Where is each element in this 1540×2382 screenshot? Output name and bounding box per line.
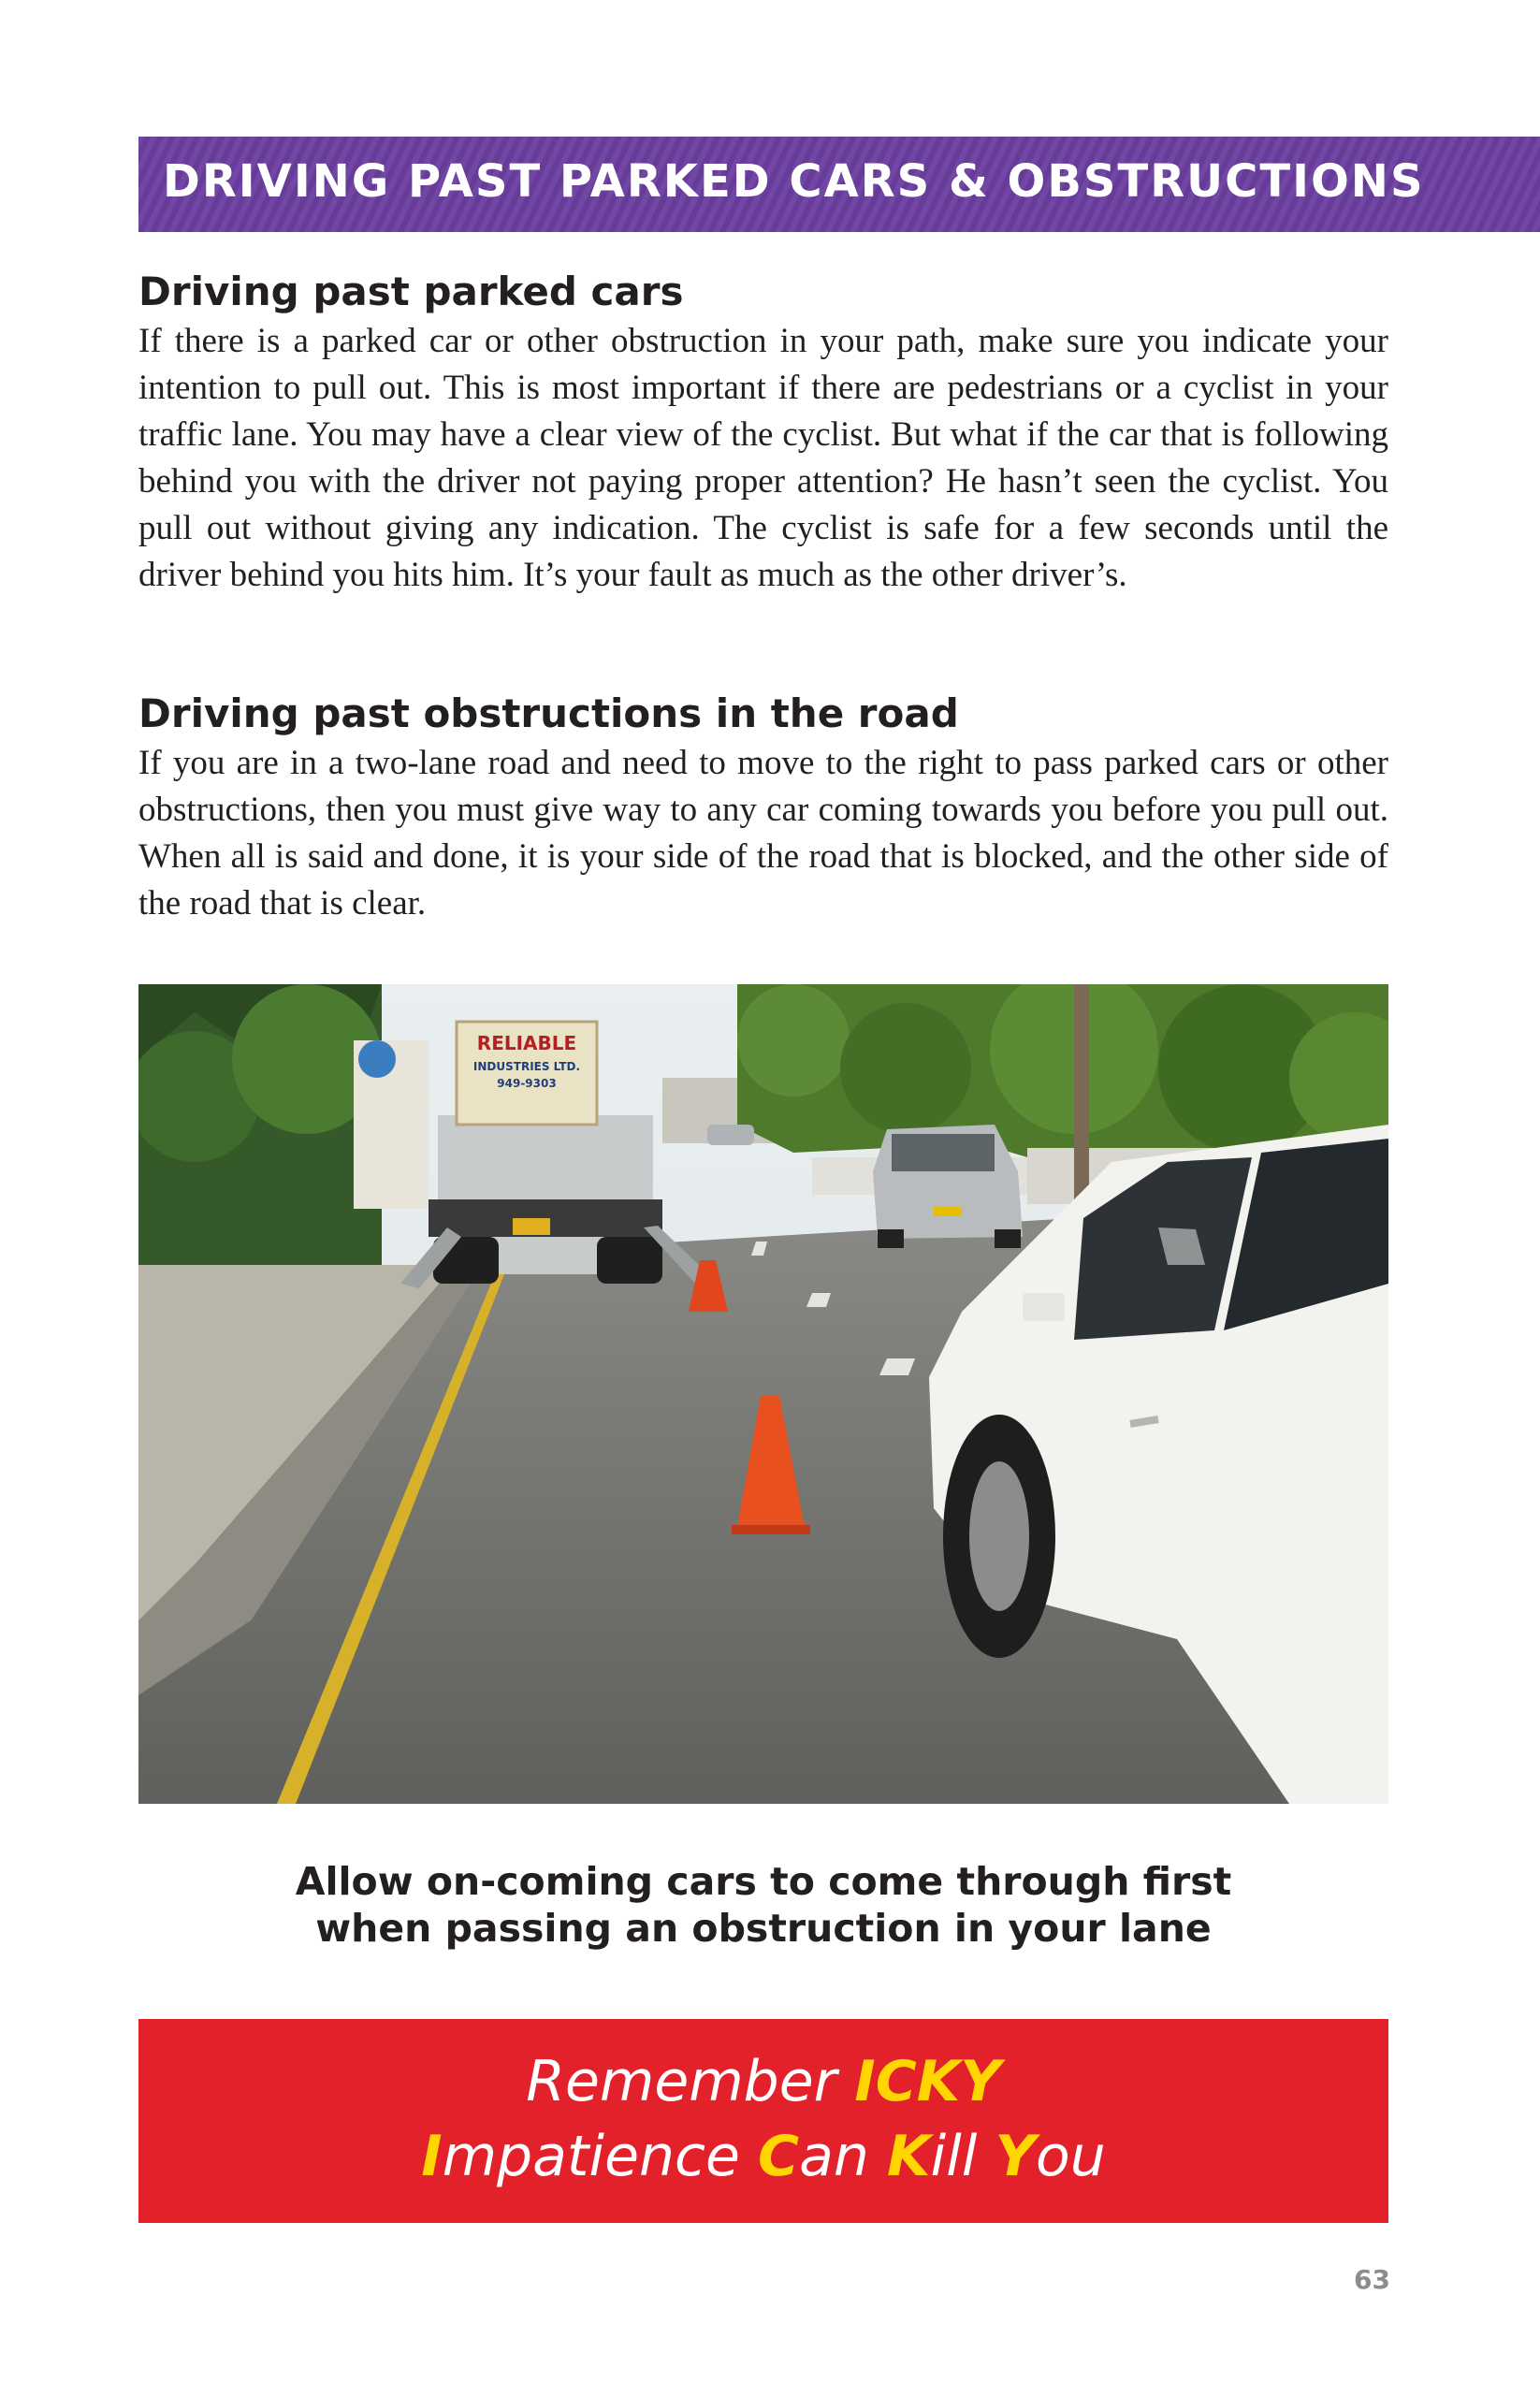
truck-sign-text-3: 949-9303 — [497, 1077, 557, 1090]
section-body: If there is a parked car or other obstruction in your path, make sure you indicate your intention to pull out. This is most important if there are pedestrians or a cyclist in your traffic lane. You may have a clear view of the cyclist. But what if the car that is following behind you with the driver not paying proper attention? He hasn’t seen the cyclist. You pull out without giving any indication. The cyclist is safe for a few seconds until the driver behind you hits him. It’s your fault as much as the other driver’s. — [138, 322, 1388, 594]
title-banner — [138, 137, 1540, 232]
section-body: If you are in a two-lane road and need to move to the right to pass parked cars or other obstructions, then you must give way to any car coming towards you before you pull out. When all is said and done, it is your side of the road that is blocked, and the other side of the road that is clear. — [138, 744, 1388, 922]
reminder-word-rest: ill — [930, 2124, 995, 2189]
caption-line-1: Allow on-coming cars to come through first — [295, 1859, 1232, 1904]
reminder-line-1 — [138, 2049, 1388, 2114]
section-obstructions — [138, 690, 1388, 927]
section-heading: Driving past obstructions in the road — [138, 690, 959, 736]
section-heading: Driving past parked cars — [138, 269, 684, 314]
reminder-acronym: ICKY — [854, 2049, 1001, 2114]
reminder-line-2 — [138, 2124, 1388, 2189]
reminder-word-rest: an — [799, 2124, 887, 2189]
page-number: 63 — [1354, 2264, 1390, 2295]
truck-sign-text-2: INDUSTRIES LTD. — [472, 1060, 581, 1073]
reminder-box — [138, 2019, 1388, 2223]
reminder-initial-i: I — [421, 2124, 443, 2189]
caption-line-2: when passing an obstruction in your lane — [315, 1906, 1212, 1951]
photo-caption — [138, 1858, 1388, 1952]
road-photo — [138, 984, 1388, 1804]
section-parked-cars — [138, 269, 1388, 599]
reminder-initial-y: Y — [995, 2124, 1036, 2189]
reminder-prefix: Remember — [526, 2049, 855, 2114]
reminder-initial-c: C — [758, 2124, 800, 2189]
reminder-initial-k: K — [886, 2124, 931, 2189]
reminder-word-rest: mpatience — [442, 2124, 759, 2189]
truck-sign-text-1: RELIABLE — [476, 1032, 577, 1054]
page-title: DRIVING PAST PARKED CARS & OBSTRUCTIONS — [163, 155, 1425, 208]
reminder-word-rest: ou — [1035, 2124, 1106, 2189]
